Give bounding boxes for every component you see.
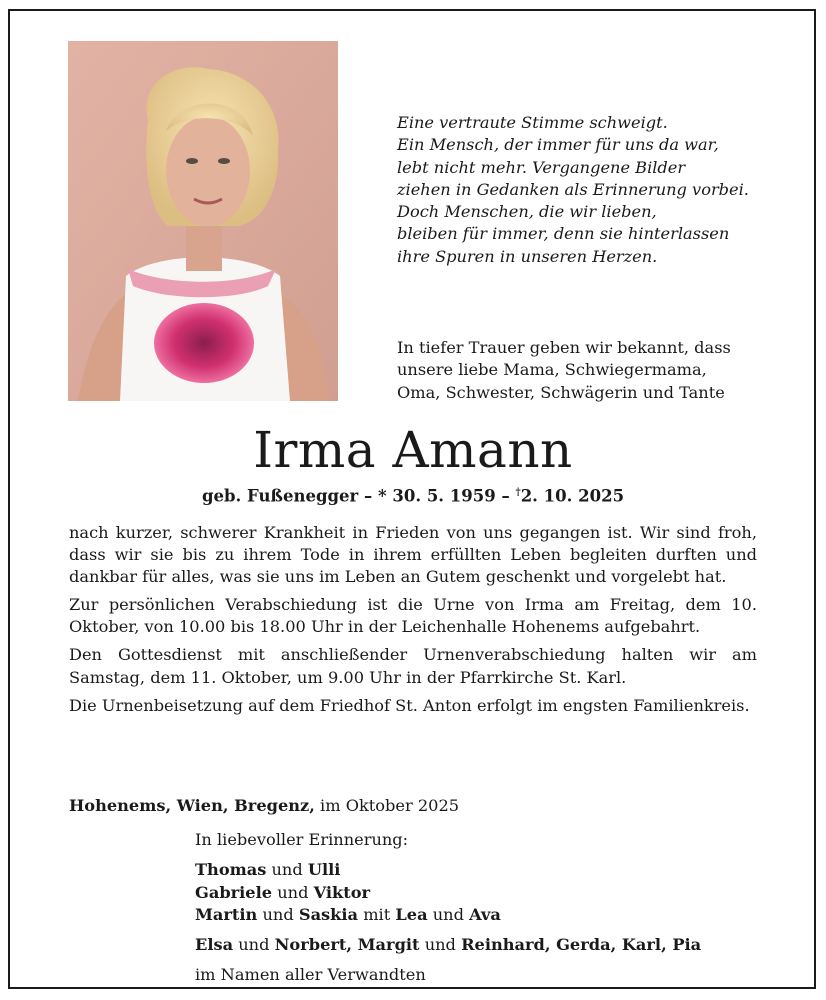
notice-body [69,522,757,723]
intro-line: unsere liebe Mama, Schwiegermama, [397,360,707,380]
family-member: Lea [395,904,428,924]
places-date: im Oktober 2025 [320,796,460,815]
birth-symbol: * [377,486,387,506]
deceased-name: Irma Amann [253,421,573,479]
conjunction: und [277,882,309,902]
body-paragraph: Die Urnenbeisetzung auf dem Friedhof St. Anton erfolgt im engsten Familienkreis. [69,695,750,715]
family-closing: im Namen aller Verwandten [195,965,426,985]
family-line [195,859,795,881]
family-member: Gabriele [195,882,273,902]
family-member: Viktor [313,882,371,902]
family-line [195,904,795,926]
family-member: Ava [469,904,501,924]
cross-symbol: † [515,487,521,498]
body-paragraph: Zur persönlichen Verabschiedung ist die Urne von Irma am Freitag, dem 10. Oktober, von 10.00 bis 18.00 Uhr in der Leichenhalle Hohenems aufgebahrt. [69,595,757,637]
intro-line: Oma, Schwester, Schwägerin und Tante [397,382,725,402]
memorial-poem [397,112,777,268]
poem-line: Doch Menschen, die wir lieben, [397,202,657,222]
life-dates [0,482,826,508]
birth-date: 30. 5. 1959 – [392,486,510,506]
poem-line: Eine vertraute Stimme schweigt. [397,113,668,132]
intro-line: In tiefer Trauer geben wir bekannt, dass [397,338,731,357]
announcement-intro [397,337,777,404]
family-signatures [195,829,795,987]
family-member: Saskia [298,904,359,924]
maiden-name: geb. Fußenegger – [201,486,373,506]
family-heading: In liebevoller Erinnerung: [195,830,409,849]
poem-line: bleiben für immer, denn sie hinterlassen [397,224,730,244]
conjunction: und [432,904,464,924]
body-paragraph: Den Gottesdienst mit anschließender Urnenverabschiedung halten wir am Samstag, dem 11. Oktober, um 9.00 Uhr in der Pfarrkirche St. Karl. [69,645,757,687]
family-member: Norbert, Margit [274,935,420,955]
family-member: Martin [195,904,258,924]
portrait-photo [68,41,338,401]
poem-line: ziehen in Gedanken als Erinnerung vorbei. [397,179,749,199]
body-paragraph: nach kurzer, schwerer Krankheit in Frieden von uns gegangen ist. Wir sind froh, dass wir sie bis zu ihrem Tode in ihrem erfüllten Leben begleiten durften und dankbar für alles, was sie uns im Leben an Gutem geschenkt und vorgelebt hat. [69,523,757,587]
family-line [195,934,795,956]
conjunction: und [424,935,456,955]
family-member: Reinhard, Gerda, Karl, Pia [461,935,702,955]
conjunction: und [271,860,303,880]
death-date: 2. 10. 2025 [520,486,625,506]
places-cities: Hohenems, Wien, Bregenz, [69,796,315,815]
poem-line: Ein Mensch, der immer für uns da war, [397,135,719,155]
poem-line: ihre Spuren in unseren Herzen. [397,246,658,266]
conjunction: mit [363,904,391,924]
poem-line: lebt nicht mehr. Vergangene Bilder [397,157,686,177]
family-member: Elsa [195,935,234,955]
family-line [195,882,795,904]
conjunction: und [238,935,270,955]
family-member: Ulli [307,860,341,880]
conjunction: und [262,904,294,924]
place-date-line [69,795,757,817]
family-member: Thomas [195,860,267,880]
